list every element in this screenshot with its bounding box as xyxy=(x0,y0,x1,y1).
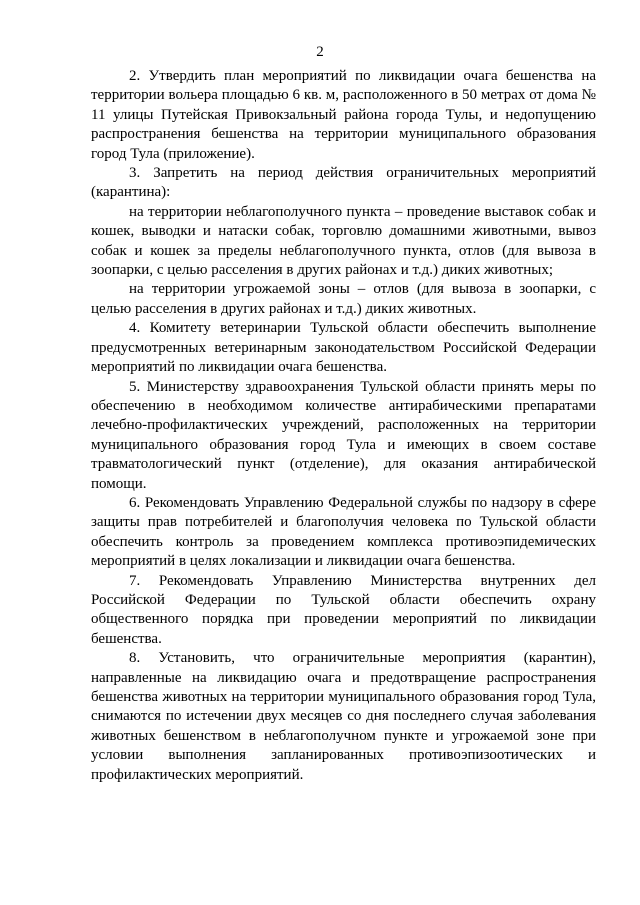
paragraph-6-consumer-protection: 6. Рекомендовать Управлению Федеральной службы по надзору в сфере защиты прав потребителей и благополучия человека по Тульской области обеспечить контроль за проведением комплекса противоэпидемических мероприятий в целях локализации и ликвидации очага бешенства. xyxy=(91,494,596,570)
paragraph-5-health-ministry: 5. Министерству здравоохранения Тульской области принять меры по обеспечению в необходимом количестве антирабическими препаратами лечебно-профилактических учреждений, расположенных на территории муниципального образования город Тула и имеющих в своем составе травматологический пункт (отделение), для оказания антирабической помощи. xyxy=(91,378,596,492)
paragraph-8-quarantine-lift: 8. Установить, что ограничительные мероприятия (карантин), направленные на ликвидацию очага и предотвращение распространения бешенства животных на территории муниципального образования город Тула, снимаются по истечении двух месяцев со дня последнего случая заболевания животных бешенством в неблагополучном пункте и угрожаемой зоне при условии выполнения запланированных противоэпизоотических и профилактических мероприятий. xyxy=(91,650,596,783)
paragraph-7-internal-affairs: 7. Рекомендовать Управлению Министерства внутренних дел Российской Федерации по Тульской области обеспечить охрану общественного порядка при проведении мероприятий по ликвидации бешенства. xyxy=(91,572,596,647)
document-body xyxy=(91,67,596,785)
paragraph-3-prohibit: 3. Запретить на период действия ограничительных мероприятий (карантина): xyxy=(91,165,596,201)
paragraph-2-approve-plan: 2. Утвердить план мероприятий по ликвидации очага бешенства на территории вольера площадью 6 кв. м, расположенного в 50 метрах от дома № 11 улицы Путейская Привокзальный района города Тулы, и недопущению распространения бешенства на территории муниципального образования город Тула (приложение). xyxy=(91,68,596,162)
page-number: 2 xyxy=(316,44,324,60)
paragraph-3-threatened-zone: на территории угрожаемой зоны – отлов (для вывоза в зоопарки, с целью расселения в других районах и т.д.) диких животных. xyxy=(91,281,596,317)
paragraph-3-unsafe-area: на территории неблагополучного пункта – проведение выставок собак и кошек, выводки и натаски собак, торговлю домашними животными, вывоз собак и кошек за пределы неблагополучного пункта, отлов (для вывоза в зоопарки, с целью расселения в других районах и т.д.) диких животных; xyxy=(91,203,596,279)
paragraph-4-veterinary-committee: 4. Комитету ветеринарии Тульской области обеспечить выполнение предусмотренных ветеринарным законодательством Российской Федерации мероприятий по ликвидации очага бешенства. xyxy=(91,320,596,376)
